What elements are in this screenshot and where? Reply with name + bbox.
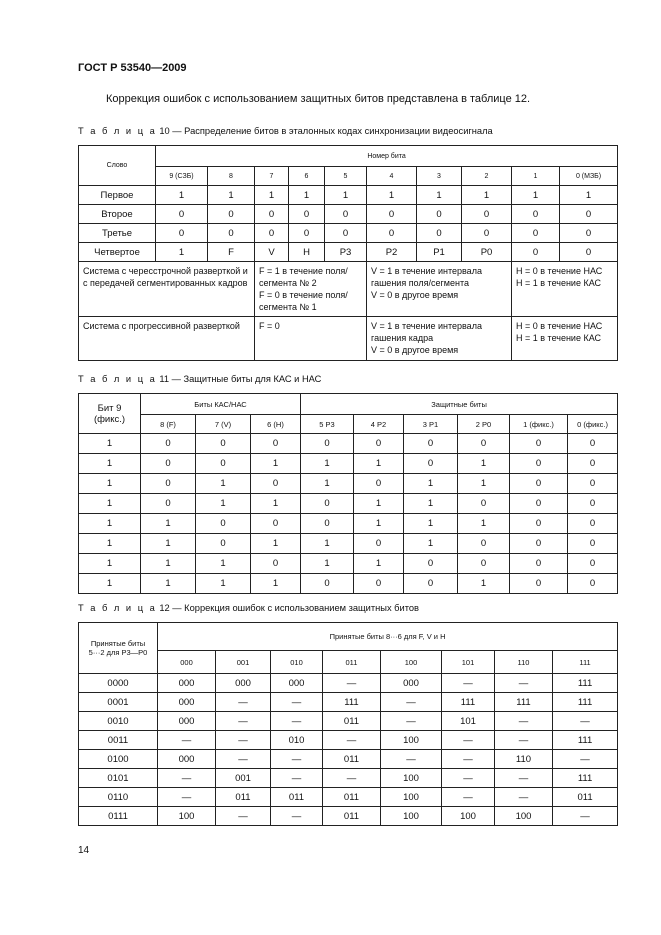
- table12-cell: —: [271, 712, 323, 731]
- table10-cell: P3: [325, 243, 367, 262]
- table12-caption: [78, 603, 419, 613]
- table10-cell: 0: [560, 224, 618, 243]
- table-row: [79, 750, 618, 769]
- table12-cell: —: [553, 807, 618, 826]
- table11-cell: 0: [251, 554, 301, 574]
- table10-cell: 1: [156, 243, 208, 262]
- table12-cell: 011: [216, 788, 271, 807]
- table12-col-header: 100: [381, 651, 442, 674]
- table12-col-header: 000: [158, 651, 216, 674]
- table10-row-label: Четвертое: [79, 243, 156, 262]
- table10-interlaced-f-line: F = 1 в течение поля/сегмента № 2: [259, 266, 348, 288]
- table11-cell: 0: [196, 434, 251, 454]
- table10-interlaced-f-line: F = 0 в течение поля/сегмента № 1: [259, 290, 348, 312]
- table12-cell: —: [323, 769, 381, 788]
- table10-bit-header: 2: [462, 167, 512, 186]
- table12-cell: 111: [553, 769, 618, 788]
- table11-cell: 1: [79, 474, 141, 494]
- table11-cell: 1: [79, 454, 141, 474]
- table10-bit-header: 4: [367, 167, 417, 186]
- table12-col-header: 011: [323, 651, 381, 674]
- table12-row-label: 0001: [79, 693, 158, 712]
- table12-cell: —: [323, 731, 381, 750]
- table11-cell: 0: [196, 534, 251, 554]
- table12-cell: 000: [216, 674, 271, 693]
- table11-cell: 0: [458, 434, 510, 454]
- table10-cell: 0: [417, 224, 462, 243]
- table12-cell: 111: [553, 731, 618, 750]
- table11-cell: 0: [354, 474, 404, 494]
- table11-col-header: 4 P2: [354, 415, 404, 434]
- table-row: [79, 554, 618, 574]
- table11-kas-group-header: Биты КАС/НАС: [141, 394, 301, 415]
- table12-row-label: 0011: [79, 731, 158, 750]
- table10-cell: 1: [367, 186, 417, 205]
- table11-bit9-header-line: (фикс.): [93, 413, 126, 425]
- table12-cell: —: [271, 750, 323, 769]
- table11-cell: 1: [458, 474, 510, 494]
- table12-cell: —: [216, 731, 271, 750]
- table12-cell: 011: [323, 712, 381, 731]
- table12-cell: 011: [271, 788, 323, 807]
- table11-cell: 0: [251, 514, 301, 534]
- table12: [78, 622, 618, 826]
- table10-interlaced-v: [367, 262, 512, 317]
- table-row: [79, 534, 618, 554]
- table10-cell: 0: [417, 205, 462, 224]
- table10-cell: V: [255, 243, 289, 262]
- table11-cell: 0: [510, 574, 568, 594]
- table11-cell: 0: [458, 554, 510, 574]
- table11-cell: 0: [510, 514, 568, 534]
- table11-bit9-header: [79, 394, 141, 434]
- table-row: [79, 693, 618, 712]
- table10-cell: F: [208, 243, 255, 262]
- table12-cell: —: [271, 769, 323, 788]
- table10-bit-header: 1: [512, 167, 560, 186]
- table10-bit-header: 3: [417, 167, 462, 186]
- table10-interlaced-h-line: H = 0 в течение НАС: [516, 266, 603, 276]
- table10-cell: 0: [462, 205, 512, 224]
- table11-cell: 0: [354, 574, 404, 594]
- table12-row-label: 0100: [79, 750, 158, 769]
- table10-cell: 0: [289, 205, 325, 224]
- table10-cell: 1: [156, 186, 208, 205]
- table10-cell: 0: [156, 205, 208, 224]
- table11-cell: 1: [141, 554, 196, 574]
- table10-cell: 0: [367, 205, 417, 224]
- table11-cell: 0: [251, 434, 301, 454]
- table11-cell: 0: [354, 534, 404, 554]
- table10-cell: 0: [462, 224, 512, 243]
- table-row: [79, 494, 618, 514]
- table11-cell: 0: [510, 454, 568, 474]
- table12-cell: —: [216, 750, 271, 769]
- table12-cell: —: [216, 712, 271, 731]
- table12-col-header: 110: [495, 651, 553, 674]
- page-number: 14: [78, 845, 90, 856]
- table12-cell: —: [158, 788, 216, 807]
- table11-cell: 1: [404, 534, 458, 554]
- table10-cell: 0: [512, 243, 560, 262]
- table11-cell: 0: [404, 574, 458, 594]
- table10-cell: 0: [512, 205, 560, 224]
- table-row: [79, 474, 618, 494]
- table12-cell: —: [271, 807, 323, 826]
- table11-caption-text: 11 — Защитные биты для КАС и НАС: [156, 374, 322, 384]
- table11-cell: 0: [568, 494, 618, 514]
- table-row: [79, 674, 618, 693]
- table12-cell: —: [442, 731, 495, 750]
- table12-received-header: [79, 623, 158, 674]
- table12-caption-text: 12 — Коррекция ошибок с использованием защитных битов: [156, 603, 419, 613]
- table12-row-label: 0101: [79, 769, 158, 788]
- table11-cell: 0: [301, 434, 354, 454]
- table10-cell: 1: [208, 186, 255, 205]
- table11-col-header: 0 (фикс.): [568, 415, 618, 434]
- table12-cell: —: [442, 750, 495, 769]
- table10-cell: 0: [255, 205, 289, 224]
- table12-cell: 100: [442, 807, 495, 826]
- table12-cell: 011: [553, 788, 618, 807]
- table10-cell: 0: [512, 224, 560, 243]
- table12-cell: 011: [323, 750, 381, 769]
- table11-cell: 0: [141, 474, 196, 494]
- table10-cell: 0: [255, 224, 289, 243]
- table10-bit-header: 5: [325, 167, 367, 186]
- table-row: [79, 186, 618, 205]
- table11-cell: 1: [196, 474, 251, 494]
- table12-received-header-line: Принятые биты: [90, 639, 146, 648]
- table10-cell: 1: [255, 186, 289, 205]
- table10-bit-header: 6: [289, 167, 325, 186]
- table10-bit-header: 0 (МЗБ): [560, 167, 618, 186]
- table10-cell: 1: [289, 186, 325, 205]
- table11-cell: 1: [251, 574, 301, 594]
- table12-cell: —: [216, 693, 271, 712]
- table12-cell: 011: [323, 807, 381, 826]
- table11-cell: 1: [141, 534, 196, 554]
- table12-row-label: 0110: [79, 788, 158, 807]
- table12-cell: —: [495, 769, 553, 788]
- table12-cell: 101: [442, 712, 495, 731]
- table10-cell: 1: [417, 186, 462, 205]
- table12-col-header: 010: [271, 651, 323, 674]
- table10-system-progressive: Система с прогрессивной разверткой: [79, 317, 255, 361]
- table12-cell: 100: [158, 807, 216, 826]
- table10-cell: 0: [367, 224, 417, 243]
- table12-cell: —: [495, 731, 553, 750]
- table-row: [79, 788, 618, 807]
- table-row: [79, 434, 618, 454]
- table12-cell: —: [442, 769, 495, 788]
- table11: [78, 393, 618, 594]
- table11-cell: 0: [568, 534, 618, 554]
- table12-cell: —: [158, 731, 216, 750]
- table11-cell: 1: [404, 514, 458, 534]
- table11-cell: 0: [510, 494, 568, 514]
- table12-cell: 100: [381, 788, 442, 807]
- table11-col-header: 2 P0: [458, 415, 510, 434]
- table11-cell: 0: [141, 434, 196, 454]
- table12-cell: 100: [495, 807, 553, 826]
- table11-cell: 0: [141, 494, 196, 514]
- table11-cell: 0: [510, 474, 568, 494]
- table10-cell: H: [289, 243, 325, 262]
- table12-cell: 110: [495, 750, 553, 769]
- table10-progressive-h: [512, 317, 618, 361]
- table11-cell: 0: [196, 454, 251, 474]
- table10-cell: 1: [560, 186, 618, 205]
- table11-cell: 0: [196, 514, 251, 534]
- table11-cell: 1: [79, 574, 141, 594]
- table10-bit-header: 9 (СЗБ): [156, 167, 208, 186]
- table-row: [79, 807, 618, 826]
- table-row: [79, 514, 618, 534]
- table10-system-interlaced: Система с чересстрочной разверткой и с передачей сегментированных кадров: [79, 262, 255, 317]
- table11-cell: 0: [568, 574, 618, 594]
- table11-cell: 0: [568, 474, 618, 494]
- table12-col-header: 001: [216, 651, 271, 674]
- table11-cell: 0: [251, 474, 301, 494]
- table11-cell: 0: [354, 434, 404, 454]
- table12-cell: 010: [271, 731, 323, 750]
- table11-cell: 1: [79, 494, 141, 514]
- table12-cell: —: [216, 807, 271, 826]
- table-row: [79, 243, 618, 262]
- table10-progressive-v-line: V = 1 в течение интервала гашения кадра: [371, 321, 482, 343]
- table10-interlaced-v-line: V = 0 в другое время: [371, 290, 459, 300]
- table10-caption-text: 10 — Распределение битов в эталонных кодах синхронизации видеосигнала: [156, 126, 493, 136]
- table12-cell: 100: [381, 807, 442, 826]
- table12-row-label: 0111: [79, 807, 158, 826]
- table11-cell: 1: [196, 494, 251, 514]
- table11-cell: 1: [404, 474, 458, 494]
- table10-row-label: Первое: [79, 186, 156, 205]
- table11-cell: 1: [196, 574, 251, 594]
- table11-cell: 0: [141, 454, 196, 474]
- table10-caption-word: Т а б л и ц а: [78, 126, 157, 136]
- table12-cell: 100: [381, 731, 442, 750]
- table12-cell: 000: [158, 674, 216, 693]
- table10-progressive-h-line: H = 1 в течение КАС: [516, 333, 602, 343]
- table10-row-label: Третье: [79, 224, 156, 243]
- table12-cell: 111: [442, 693, 495, 712]
- table11-cell: 1: [251, 494, 301, 514]
- table12-cell: —: [442, 674, 495, 693]
- table11-cell: 1: [79, 434, 141, 454]
- table11-cell: 1: [251, 454, 301, 474]
- table11-cell: 1: [458, 574, 510, 594]
- table11-cell: 0: [568, 554, 618, 574]
- table11-cell: 0: [301, 574, 354, 594]
- table10-progressive-h-line: H = 0 в течение НАС: [516, 321, 603, 331]
- table11-cell: 1: [141, 514, 196, 534]
- table-row: [79, 769, 618, 788]
- table11-cell: 1: [79, 554, 141, 574]
- table11-col-header: 6 (H): [251, 415, 301, 434]
- table10-bit-header: 7: [255, 167, 289, 186]
- table12-cell: —: [381, 712, 442, 731]
- table12-caption-word: Т а б л и ц а: [78, 603, 157, 613]
- table11-cell: 0: [404, 554, 458, 574]
- table10-cell: P1: [417, 243, 462, 262]
- table11-col-header: 1 (фикс.): [510, 415, 568, 434]
- table11-cell: 1: [301, 554, 354, 574]
- table10-word-header: Слово: [79, 146, 156, 186]
- document-header: ГОСТ Р 53540—2009: [78, 62, 187, 74]
- table12-cell: 100: [381, 769, 442, 788]
- table10-cell: 0: [156, 224, 208, 243]
- table11-col-header: 5 P3: [301, 415, 354, 434]
- table11-col-header: 3 P1: [404, 415, 458, 434]
- table11-bit9-header-line: Бит 9: [97, 402, 122, 414]
- table11-cell: 1: [354, 494, 404, 514]
- table10-cell: 0: [560, 205, 618, 224]
- table12-cell: 011: [323, 788, 381, 807]
- table11-cell: 0: [510, 534, 568, 554]
- table11-cell: 0: [568, 454, 618, 474]
- table10-progressive-v: [367, 317, 512, 361]
- table11-cell: 0: [510, 554, 568, 574]
- table10-cell: 0: [208, 224, 255, 243]
- table10-row-label: Второе: [79, 205, 156, 224]
- table11-protection-group-header: Защитные биты: [301, 394, 618, 415]
- table12-cell: —: [495, 712, 553, 731]
- table12-row-label: 0000: [79, 674, 158, 693]
- table11-cell: 1: [458, 454, 510, 474]
- table10-progressive-v-line: V = 0 в другое время: [371, 345, 459, 355]
- table12-cell: —: [442, 788, 495, 807]
- table11-cell: 0: [301, 514, 354, 534]
- table11-cell: 1: [354, 514, 404, 534]
- table11-caption-word: Т а б л и ц а: [78, 374, 157, 384]
- table11-cell: 0: [510, 434, 568, 454]
- table10: [78, 145, 618, 361]
- table12-col-header: 111: [553, 651, 618, 674]
- table10-cell: P2: [367, 243, 417, 262]
- table-row: [79, 712, 618, 731]
- table11-cell: 1: [196, 554, 251, 574]
- table11-col-header: 8 (F): [141, 415, 196, 434]
- table10-bitnum-header: Номер бита: [156, 146, 618, 167]
- table12-cell: 001: [216, 769, 271, 788]
- table12-cell: —: [553, 712, 618, 731]
- table12-cell: 000: [158, 712, 216, 731]
- table12-cell: 000: [158, 693, 216, 712]
- table10-cell: 0: [325, 224, 367, 243]
- table12-cell: 111: [553, 674, 618, 693]
- table12-cell: 000: [271, 674, 323, 693]
- table10-cell: 0: [560, 243, 618, 262]
- table12-cell: —: [381, 693, 442, 712]
- table10-cell: 1: [512, 186, 560, 205]
- table12-cell: —: [158, 769, 216, 788]
- intro-paragraph: Коррекция ошибок с использованием защитных битов представлена в таблице 12.: [106, 93, 531, 105]
- table11-cell: 1: [301, 534, 354, 554]
- table10-bit-header: 8: [208, 167, 255, 186]
- table10-interlaced-h: [512, 262, 618, 317]
- table11-cell: 0: [568, 514, 618, 534]
- table12-cell: —: [271, 693, 323, 712]
- table11-col-header: 7 (V): [196, 415, 251, 434]
- table12-cell: —: [323, 674, 381, 693]
- table-row: [79, 224, 618, 243]
- table11-cell: 1: [79, 514, 141, 534]
- table11-caption: [78, 374, 321, 384]
- table10-cell: 1: [325, 186, 367, 205]
- table12-cell: 111: [495, 693, 553, 712]
- table10-cell: 0: [325, 205, 367, 224]
- table-row: [79, 205, 618, 224]
- table11-cell: 1: [354, 454, 404, 474]
- table12-cell: 000: [158, 750, 216, 769]
- table-row: [79, 574, 618, 594]
- table11-cell: 1: [301, 474, 354, 494]
- table10-cell: 0: [289, 224, 325, 243]
- table10-interlaced-f: [255, 262, 367, 317]
- table11-cell: 0: [568, 434, 618, 454]
- table10-interlaced-v-line: V = 1 в течение интервала гашения поля/сегмента: [371, 266, 482, 288]
- table12-cell: 111: [553, 693, 618, 712]
- table12-group-header: Принятые биты 8···6 для F, V и H: [158, 623, 618, 651]
- table12-row-label: 0010: [79, 712, 158, 731]
- table11-cell: 1: [404, 494, 458, 514]
- table10-progressive-f-line: F = 0: [259, 321, 280, 331]
- table11-cell: 0: [404, 434, 458, 454]
- table12-cell: 000: [381, 674, 442, 693]
- table10-cell: P0: [462, 243, 512, 262]
- table12-cell: —: [495, 788, 553, 807]
- table11-cell: 1: [79, 534, 141, 554]
- table11-cell: 1: [301, 454, 354, 474]
- table12-received-header-line: 5···2 для P3—P0: [88, 648, 148, 657]
- table-row: [79, 454, 618, 474]
- table10-cell: 0: [208, 205, 255, 224]
- table11-cell: 0: [458, 534, 510, 554]
- table11-cell: 1: [141, 574, 196, 594]
- table12-cell: —: [553, 750, 618, 769]
- table-row: [79, 731, 618, 750]
- table12-cell: —: [495, 674, 553, 693]
- table10-interlaced-h-line: H = 1 в течение КАС: [516, 278, 602, 288]
- table12-col-header: 101: [442, 651, 495, 674]
- table12-cell: 111: [323, 693, 381, 712]
- table12-cell: —: [381, 750, 442, 769]
- table10-caption: [78, 126, 493, 136]
- table11-cell: 0: [301, 494, 354, 514]
- table11-cell: 1: [251, 534, 301, 554]
- table10-cell: 1: [462, 186, 512, 205]
- table11-cell: 1: [354, 554, 404, 574]
- table11-cell: 0: [458, 494, 510, 514]
- table10-progressive-f: [255, 317, 367, 361]
- table11-cell: 1: [458, 514, 510, 534]
- table11-cell: 0: [404, 454, 458, 474]
